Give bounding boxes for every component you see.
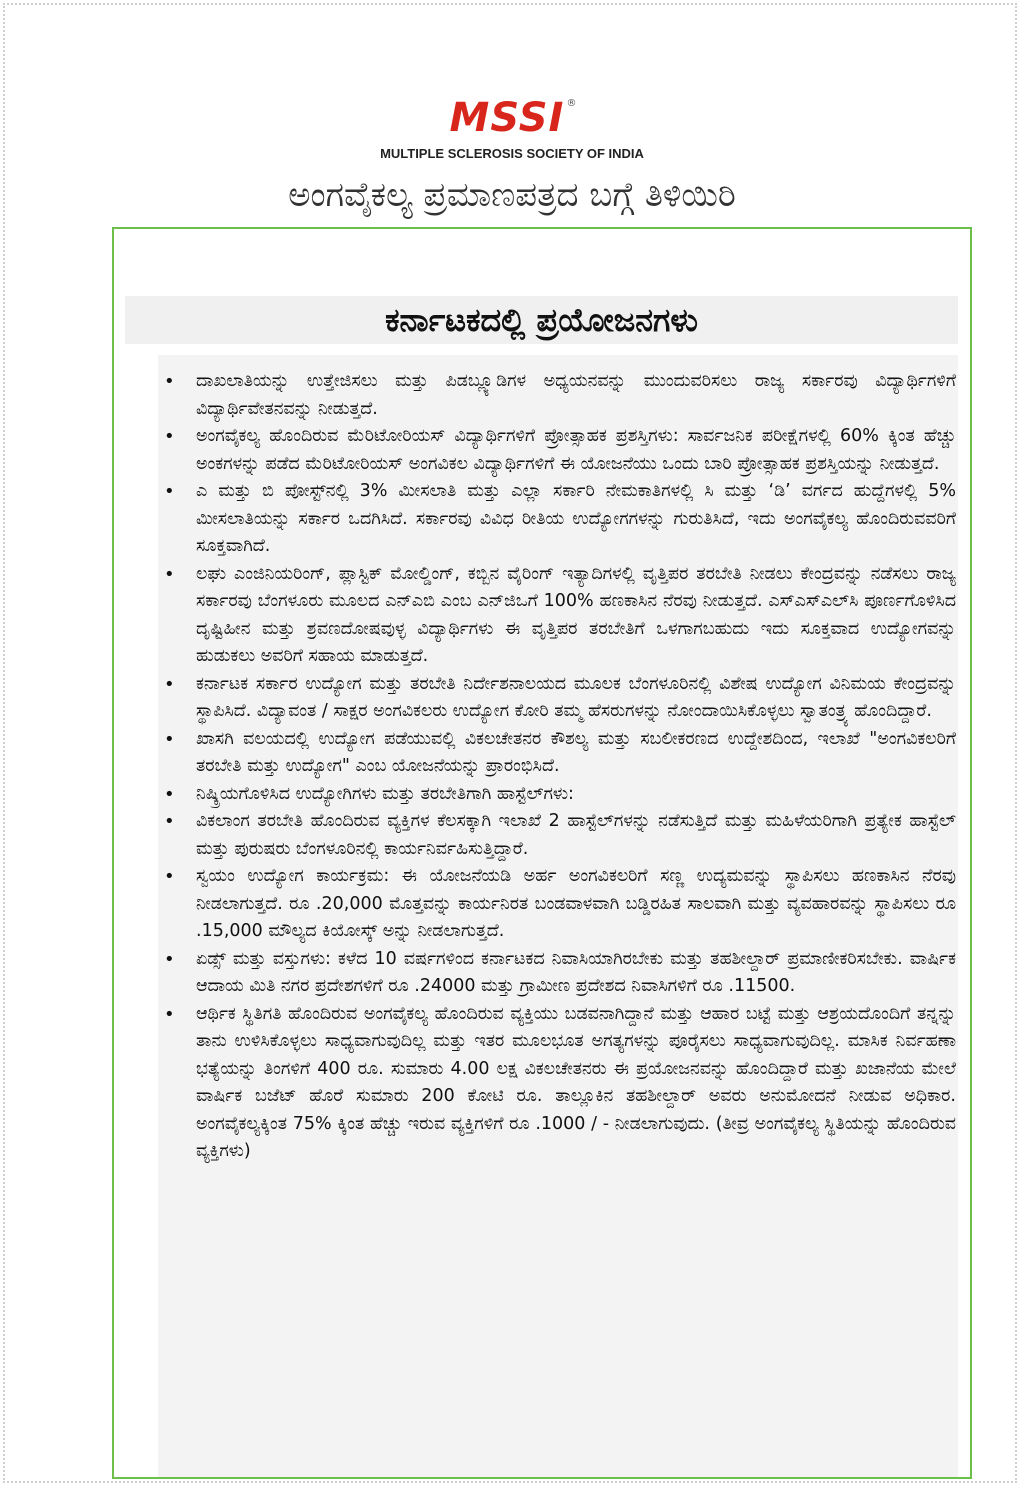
logo-registered-mark: ® <box>566 98 577 109</box>
list-item: • ಕರ್ನಾಟಕ ಸರ್ಕಾರ ಉದ್ಯೋಗ ಮತ್ತು ತರಬೇತಿ ನಿರ್ದೇಶನಾಲಯದ ಮೂಲಕ ಬೆಂಗಳೂರಿನಲ್ಲಿ ವಿಶೇಷ ಉದ್ಯೋಗ ವಿನಿಮಯ ಕೇಂದ್ರವನ್ನು ಸ್ಥಾಪಿಸಿದೆ. ವಿದ್ಯಾವಂತ / ಸಾಕ್ಷರ ಅಂಗವಿಕಲರು ಉದ್ಯೋಗ ಕೋರಿ ತಮ್ಮ ಹೆಸರುಗಳನ್ನು ನೋಂದಾಯಿಸಿಕೊಳ್ಳಲು ಸ್ವಾತಂತ್ರ್ಯ ಹೊಂದಿದ್ದಾರೆ. <box>196 671 956 726</box>
list-item: • ನಿಷ್ಕ್ರಿಯಗೊಳಿಸಿದ ಉದ್ಯೋಗಿಗಳು ಮತ್ತು ತರಬೇತಿಗಾಗಿ ಹಾಸ್ಟೆಲ್‌ಗಳು: <box>196 781 956 809</box>
list-item: • ಅಂಗವೈಕಲ್ಯ ಹೊಂದಿರುವ ಮೆರಿಟೋರಿಯಸ್ ವಿದ್ಯಾರ್ಥಿಗಳಿಗೆ ಪ್ರೋತ್ಸಾಹಕ ಪ್ರಶಸ್ತಿಗಳು: ಸಾರ್ವಜನಿಕ ಪರೀಕ್ಷೆಗಳಲ್ಲಿ 60% ಕ್ಕಿಂತ ಹೆಚ್ಚು ಅಂಕಗಳನ್ನು ಪಡೆದ ಮೆರಿಟೋರಿಯಸ್ ಅಂಗವಿಕಲ ವಿದ್ಯಾರ್ಥಿಗಳಿಗೆ ಈ ಯೋಜನೆಯು ಒಂದು ಬಾರಿ ಪ್ರೋತ್ಸಾಹಕ ಪ್ರಶಸ್ತಿಯನ್ನು ನೀಡುತ್ತದೆ. <box>196 423 956 478</box>
logo <box>0 96 1024 140</box>
logo-text: MSSI <box>449 95 565 141</box>
page-title: ಅಂಗವೈಕಲ್ಯ ಪ್ರಮಾಣಪತ್ರದ ಬಗ್ಗೆ ತಿಳಿಯಿರಿ <box>288 175 736 215</box>
list-item: • ವಿಕಲಾಂಗ ತರಬೇತಿ ಹೊಂದಿರುವ ವ್ಯಕ್ತಿಗಳ ಕೆಲಸಕ್ಕಾಗಿ ಇಲಾಖೆ 2 ಹಾಸ್ಟೆಲ್‌ಗಳನ್ನು ನಡೆಸುತ್ತಿದೆ ಮತ್ತು ಮಹಿಳೆಯರಿಗಾಗಿ ಪ್ರತ್ಯೇಕ ಹಾಸ್ಟೆಲ್ ಮತ್ತು ಪುರುಷರು ಬೆಂಗಳೂರಿನಲ್ಲಿ ಕಾರ್ಯನಿರ್ವಹಿಸುತ್ತಿದ್ದಾರೆ. <box>196 808 956 863</box>
list-item: • ಲಘು ಎಂಜಿನಿಯರಿಂಗ್, ಪ್ಲಾಸ್ಟಿಕ್ ಮೋಲ್ಡಿಂಗ್, ಕಬ್ಬಿನ ವೈರಿಂಗ್ ಇತ್ಯಾದಿಗಳಲ್ಲಿ ವೃತ್ತಿಪರ ತರಬೇತಿ ನೀಡಲು ಕೇಂದ್ರವನ್ನು ನಡೆಸಲು ರಾಜ್ಯ ಸರ್ಕಾರವು ಬೆಂಗಳೂರು ಮೂಲದ ಎನ್‌ಎಬಿ ಎಂಬ ಎನ್‌ಜಿಒಗೆ 100% ಹಣಕಾಸಿನ ನೆರವು ನೀಡುತ್ತದೆ. ಎಸ್‌ಎಸ್‌ಎಲ್‌ಸಿ ಪೂರ್ಣಗೊಳಿಸಿದ ದೃಷ್ಟಿಹೀನ ಮತ್ತು ಶ್ರವಣದೋಷವುಳ್ಳ ವಿದ್ಯಾರ್ಥಿಗಳು ಈ ವೃತ್ತಿಪರ ತರಬೇತಿಗೆ ಒಳಗಾಗಬಹುದು ಇದು ಸೂಕ್ತವಾದ ಉದ್ಯೋಗವನ್ನು ಹುಡುಕಲು ಅವರಿಗೆ ಸಹಾಯ ಮಾಡುತ್ತದೆ. <box>196 561 956 671</box>
list-item: • ದಾಖಲಾತಿಯನ್ನು ಉತ್ತೇಜಿಸಲು ಮತ್ತು ಪಿಡಬ್ಲ್ಯೂಡಿಗಳ ಅಧ್ಯಯನವನ್ನು ಮುಂದುವರಿಸಲು ರಾಜ್ಯ ಸರ್ಕಾರವು ವಿದ್ಯಾರ್ಥಿಗಳಿಗೆ ವಿದ್ಯಾರ್ಥಿವೇತನವನ್ನು ನೀಡುತ್ತದೆ. <box>196 368 956 423</box>
logo-subtitle: MULTIPLE SCLEROSIS SOCIETY OF INDIA <box>380 146 644 161</box>
list-item: • ಖಾಸಗಿ ವಲಯದಲ್ಲಿ ಉದ್ಯೋಗ ಪಡೆಯುವಲ್ಲಿ ವಿಕಲಚೇತನರ ಕೌಶಲ್ಯ ಮತ್ತು ಸಬಲೀಕರಣದ ಉದ್ದೇಶದಿಂದ, ಇಲಾಖೆ "ಅಂಗವಿಕಲರಿಗೆ ತರಬೇತಿ ಮತ್ತು ಉದ್ಯೋಗ" ಎಂಬ ಯೋಜನೆಯನ್ನು ಪ್ರಾರಂಭಿಸಿದೆ. <box>196 726 956 781</box>
section-title: ಕರ್ನಾಟಕದಲ್ಲಿ ಪ್ರಯೋಜನಗಳು <box>125 296 958 344</box>
list-item: • ಸ್ವಯಂ ಉದ್ಯೋಗ ಕಾರ್ಯಕ್ರಮ: ಈ ಯೋಜನೆಯಡಿ ಅರ್ಹ ಅಂಗವಿಕಲರಿಗೆ ಸಣ್ಣ ಉದ್ಯಮವನ್ನು ಸ್ಥಾಪಿಸಲು ಹಣಕಾಸಿನ ನೆರವು ನೀಡಲಾಗುತ್ತದೆ. ರೂ .20,000 ಮೊತ್ತವನ್ನು ಕಾರ್ಯನಿರತ ಬಂಡವಾಳವಾಗಿ ಬಡ್ಡಿರಹಿತ ಸಾಲವಾಗಿ ಮತ್ತು ವ್ಯವಹಾರವನ್ನು ಸ್ಥಾಪಿಸಲು ರೂ .15,000 ಮೌಲ್ಯದ ಕಿಯೋಸ್ಕ್ ಅನ್ನು ನೀಡಲಾಗುತ್ತದೆ. <box>196 863 956 946</box>
list-item: • ಆರ್ಥಿಕ ಸ್ಥಿತಿಗತಿ ಹೊಂದಿರುವ ಅಂಗವೈಕಲ್ಯ ಹೊಂದಿರುವ ವ್ಯಕ್ತಿಯು ಬಡವನಾಗಿದ್ದಾನೆ ಮತ್ತು ಆಹಾರ ಬಟ್ಟೆ ಮತ್ತು ಆಶ್ರಯದೊಂದಿಗೆ ತನ್ನನ್ನು ತಾನು ಉಳಿಸಿಕೊಳ್ಳಲು ಸಾಧ್ಯವಾಗುವುದಿಲ್ಲ ಮತ್ತು ಇತರ ಮೂಲಭೂತ ಅಗತ್ಯಗಳನ್ನು ಪೂರೈಸಲು ಸಾಧ್ಯವಾಗುವುದಿಲ್ಲ. ಮಾಸಿಕ ನಿರ್ವಹಣಾ ಭತ್ಯೆಯನ್ನು ತಿಂಗಳಿಗೆ 400 ರೂ. ಸುಮಾರು 4.00 ಲಕ್ಷ ವಿಕಲಚೇತನರು ಈ ಪ್ರಯೋಜನವನ್ನು ಹೊಂದಿದ್ದಾರೆ ಮತ್ತು ಖಜಾನೆಯ ಮೇಲೆ ವಾರ್ಷಿಕ ಬಜೆಟ್ ಹೊರೆ ಸುಮಾರು 200 ಕೋಟಿ ರೂ. ತಾಲ್ಲೂಕಿನ ತಹಶೀಲ್ದಾರ್ ಅವರು ಅನುಮೋದನೆ ನೀಡುವ ಅಧಿಕಾರ. ಅಂಗವೈಕಲ್ಯಕ್ಕಿಂತ 75% ಕ್ಕಿಂತ ಹೆಚ್ಚು ಇರುವ ವ್ಯಕ್ತಿಗಳಿಗೆ ರೂ .1000 / - ನೀಡಲಾಗುವುದು. (ತೀವ್ರ ಅಂಗವೈಕಲ್ಯ ಸ್ಥಿತಿಯನ್ನು ಹೊಂದಿರುವ ವ್ಯಕ್ತಿಗಳು) <box>196 1001 956 1166</box>
list-item: • ಏಡ್ಸ್ ಮತ್ತು ವಸ್ತುಗಳು: ಕಳೆದ 10 ವರ್ಷಗಳಿಂದ ಕರ್ನಾಟಕದ ನಿವಾಸಿಯಾಗಿರಬೇಕು ಮತ್ತು ತಹಶೀಲ್ದಾರ್ ಪ್ರಮಾಣೀಕರಿಸಬೇಕು. ವಾರ್ಷಿಕ ಆದಾಯ ಮಿತಿ ನಗರ ಪ್ರದೇಶಗಳಿಗೆ ರೂ .24000 ಮತ್ತು ಗ್ರಾಮೀಣ ಪ್ರದೇಶದ ನಿವಾಸಿಗಳಿಗೆ ರೂ .11500. <box>196 946 956 1001</box>
list-item: • ಎ ಮತ್ತು ಬಿ ಪೋಸ್ಟ್‌ನಲ್ಲಿ 3% ಮೀಸಲಾತಿ ಮತ್ತು ಎಲ್ಲಾ ಸರ್ಕಾರಿ ನೇಮಕಾತಿಗಳಲ್ಲಿ ಸಿ ಮತ್ತು ‘ಡಿ’ ವರ್ಗದ ಹುದ್ದೆಗಳಲ್ಲಿ 5% ಮೀಸಲಾತಿಯನ್ನು ಸರ್ಕಾರ ಒದಗಿಸಿದೆ. ಸರ್ಕಾರವು ವಿವಿಧ ರೀತಿಯ ಉದ್ಯೋಗಗಳನ್ನು ಗುರುತಿಸಿದೆ, ಇದು ಅಂಗವೈಕಲ್ಯ ಹೊಂದಿರುವವರಿಗೆ ಸೂಕ್ತವಾಗಿದೆ. <box>196 478 956 561</box>
benefits-list <box>158 368 956 1166</box>
